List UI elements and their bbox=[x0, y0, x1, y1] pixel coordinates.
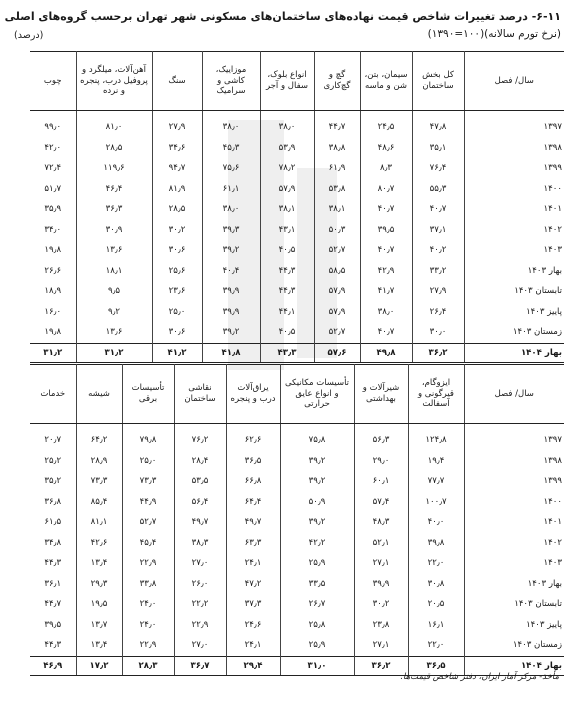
column-header: یراق‌آلات درب و پنجره bbox=[226, 365, 280, 424]
table-cell: ۴۴٫۳ bbox=[260, 281, 314, 302]
table-cell: ۲۸٫۵ bbox=[76, 138, 152, 159]
table-cell: ۵۳٫۸ bbox=[314, 179, 360, 200]
table-cell: ۳۰٫۶ bbox=[152, 240, 202, 261]
price-change-table-materials bbox=[30, 51, 564, 363]
row-label: ۱۴۰۳ bbox=[464, 240, 564, 261]
table-cell: ۳۴٫۰ bbox=[44, 224, 62, 235]
table-cell: ۵۷٫۹ bbox=[314, 281, 360, 302]
table-cell: ۵۲٫۷ bbox=[314, 322, 360, 343]
table-cell: ۲۲٫۰ bbox=[408, 635, 464, 656]
table-cell: ۲۹٫۳ bbox=[76, 574, 122, 595]
table-cell: ۵۲٫۷ bbox=[314, 240, 360, 261]
unit-label: (درصد) bbox=[14, 30, 44, 41]
table-cell: ۹۴٫۷ bbox=[152, 158, 202, 179]
row-label: ۱۴۰۱ bbox=[464, 199, 564, 220]
column-header: موزاییک، کاشی و سرامیک bbox=[202, 52, 260, 111]
table-cell: ۲۲٫۲ bbox=[174, 594, 226, 615]
table-cell: ۲۳٫۶ bbox=[152, 281, 202, 302]
table-row bbox=[30, 261, 564, 282]
table-cell: ۱۱۹٫۶ bbox=[76, 158, 152, 179]
table-cell: ۲۷٫۹ bbox=[152, 111, 202, 138]
table-cell: ۱۳٫۶ bbox=[76, 322, 152, 343]
table-cell: ۵۷٫۶ bbox=[314, 343, 360, 362]
column-header: سیمان، بتن، شن و ماسه bbox=[360, 52, 412, 111]
table-cell: ۷۳٫۳ bbox=[76, 471, 122, 492]
table-cell: ۳۹٫۸ bbox=[408, 533, 464, 554]
table-cell: ۴۱٫۷ bbox=[360, 281, 412, 302]
table-title: ۶-۱۱- درصد تغییرات شاخص قیمت نهاده‌های ساختمان‌های مسکونی شهر تهران برحسب گروه‌های اصلی bbox=[4, 10, 561, 23]
column-header-period: سال/ فصل bbox=[464, 52, 564, 111]
table-cell: ۳۰٫۹ bbox=[76, 220, 152, 241]
table-cell: ۴۵٫۴ bbox=[122, 533, 174, 554]
table-cell: ۲۷٫۰ bbox=[174, 553, 226, 574]
table-cell: ۳۸٫۰ bbox=[360, 302, 412, 323]
table-cell: ۸۱٫۱ bbox=[76, 512, 122, 533]
table-cell: ۴۹٫۷ bbox=[226, 512, 280, 533]
table-cell: ۴۹٫۷ bbox=[174, 512, 226, 533]
table-cell: ۴۶٫۹ bbox=[30, 656, 76, 675]
table-cell: ۳۵٫۲ bbox=[44, 476, 62, 487]
table-cell: ۲۸٫۴ bbox=[174, 451, 226, 472]
table-cell: ۳۷٫۳ bbox=[226, 594, 280, 615]
table-cell: ۴۰٫۷ bbox=[360, 240, 412, 261]
table-cell: ۳۹٫۹ bbox=[202, 302, 260, 323]
table-cell: ۲۴٫۱ bbox=[226, 635, 280, 656]
table-header-row bbox=[30, 52, 564, 111]
table-cell: ۵۷٫۹ bbox=[314, 302, 360, 323]
table-cell: ۲۵٫۹ bbox=[280, 553, 354, 574]
table-cell: ۳۰٫۰ bbox=[412, 322, 464, 343]
table-cell: ۴۰٫۷ bbox=[360, 322, 412, 343]
table-cell: ۷۵٫۸ bbox=[280, 424, 354, 451]
table-cell: ۷۶٫۲ bbox=[174, 424, 226, 451]
table-cell: ۳۳٫۸ bbox=[122, 574, 174, 595]
row-label: بهار ۱۴۰۴ bbox=[464, 656, 564, 675]
table-cell: ۳۱٫۰ bbox=[280, 656, 354, 675]
table-cell: ۳۶٫۵ bbox=[408, 656, 464, 675]
table-cell: ۳۳٫۲ bbox=[412, 261, 464, 282]
table-cell: ۳۵٫۹ bbox=[44, 204, 62, 215]
table-cell: ۱۹٫۵ bbox=[76, 594, 122, 615]
table-cell: ۷۲٫۴ bbox=[44, 163, 62, 174]
table-cell: ۱۳٫۶ bbox=[76, 240, 152, 261]
table-cell: ۲۶٫۷ bbox=[280, 594, 354, 615]
table-cell: ۳۵٫۱ bbox=[412, 138, 464, 159]
table-cell: ۵۲٫۷ bbox=[122, 512, 174, 533]
table-cell: ۷۵٫۶ bbox=[202, 158, 260, 179]
table-cell: ۳۰٫۸ bbox=[408, 574, 464, 595]
table-row bbox=[30, 302, 564, 323]
table-cell: ۲۶٫۶ bbox=[44, 265, 62, 276]
table-cell: ۲۵٫۲ bbox=[44, 455, 62, 466]
table-row bbox=[30, 220, 564, 241]
table-cell: ۲۷٫۱ bbox=[354, 635, 408, 656]
table-cell: ۸۱٫۹ bbox=[152, 179, 202, 200]
table-cell: ۳۰٫۲ bbox=[354, 594, 408, 615]
column-header: آهن‌آلات، میلگرد و پروفیل درب، پنجره و نرده bbox=[76, 52, 152, 111]
table-cell: ۷۳٫۳ bbox=[122, 471, 174, 492]
table-cell: ۴۴٫۳ bbox=[260, 261, 314, 282]
table-cell: ۳۸٫۳ bbox=[174, 533, 226, 554]
table-cell: ۳۰٫۲ bbox=[152, 220, 202, 241]
table-cell: ۲۵٫۰ bbox=[122, 451, 174, 472]
table-cell: ۳۶٫۷ bbox=[174, 656, 226, 675]
table-cell: ۲۲٫۹ bbox=[122, 553, 174, 574]
table-cell: ۳۶٫۳ bbox=[76, 199, 152, 220]
table-cell: ۳۶٫۵ bbox=[226, 451, 280, 472]
table-cell: ۲۵٫۶ bbox=[152, 261, 202, 282]
table-cell: ۳۸٫۸ bbox=[314, 138, 360, 159]
table-cell: ۲۲٫۰ bbox=[408, 553, 464, 574]
table-cell: ۲۷٫۹ bbox=[412, 281, 464, 302]
table-cell: ۴۲٫۹ bbox=[360, 261, 412, 282]
table-cell: ۴۴٫۹ bbox=[122, 492, 174, 513]
table-row bbox=[30, 199, 564, 220]
table-cell: ۲۴٫۰ bbox=[122, 615, 174, 636]
row-label: ۱۳۹۹ bbox=[464, 471, 564, 492]
table-row bbox=[30, 322, 564, 343]
row-label: ۱۴۰۲ bbox=[464, 220, 564, 241]
table-row bbox=[30, 635, 564, 656]
price-change-table-installations bbox=[30, 364, 564, 676]
table-cell: ۴۴٫۷ bbox=[314, 111, 360, 138]
column-header: نقاشی ساختمان bbox=[174, 365, 226, 424]
table-row bbox=[30, 492, 564, 513]
table-cell: ۳۱٫۲ bbox=[76, 343, 152, 362]
row-label: بهار ۱۴۰۴ bbox=[464, 343, 564, 362]
table-cell: ۱۶٫۱ bbox=[408, 615, 464, 636]
table-cell: ۳۴٫۶ bbox=[152, 138, 202, 159]
table-cell: ۶۳٫۳ bbox=[226, 533, 280, 554]
table-cell: ۵۰٫۳ bbox=[314, 220, 360, 241]
table-cell: ۲۳٫۸ bbox=[354, 615, 408, 636]
table-header-row bbox=[30, 365, 564, 424]
table-cell: ۲۹٫۴ bbox=[226, 656, 280, 675]
table-cell: ۲۴٫۰ bbox=[122, 594, 174, 615]
column-header: ایزوگام، قیرگونی و آسفالت bbox=[408, 365, 464, 424]
table-cell: ۵۳٫۵ bbox=[174, 471, 226, 492]
table-cell: ۵۶٫۳ bbox=[354, 424, 408, 451]
table-cell: ۳۶٫۲ bbox=[354, 656, 408, 675]
column-header-period: سال/ فصل bbox=[464, 365, 564, 424]
table-cell: ۲۰٫۵ bbox=[408, 594, 464, 615]
table-cell: ۴۹٫۸ bbox=[360, 343, 412, 362]
table-cell: ۸۰٫۷ bbox=[360, 179, 412, 200]
table-cell: ۶۴٫۲ bbox=[76, 424, 122, 451]
table-cell: ۴۱٫۲ bbox=[152, 343, 202, 362]
table-cell: ۴۴٫۳ bbox=[44, 558, 62, 569]
table-cell: ۱۲۴٫۸ bbox=[408, 424, 464, 451]
table-cell: ۹٫۲ bbox=[76, 302, 152, 323]
table-cell: ۳۳٫۵ bbox=[280, 574, 354, 595]
table-row bbox=[30, 615, 564, 636]
table-row bbox=[30, 179, 564, 200]
table-row bbox=[30, 512, 564, 533]
row-label: ۱۳۹۷ bbox=[464, 111, 564, 138]
table-cell: ۷۸٫۲ bbox=[260, 158, 314, 179]
table-cell: ۲۲٫۹ bbox=[174, 615, 226, 636]
table-cell: ۲۴٫۶ bbox=[226, 615, 280, 636]
row-label: تابستان ۱۴۰۳ bbox=[464, 594, 564, 615]
table-cell: ۶۶٫۸ bbox=[226, 471, 280, 492]
table-cell: ۷۶٫۴ bbox=[412, 158, 464, 179]
table-cell: ۳۴٫۸ bbox=[44, 537, 62, 548]
table-cell: ۲۶٫۴ bbox=[412, 302, 464, 323]
table-cell: ۲۷٫۱ bbox=[354, 553, 408, 574]
table-cell: ۴۸٫۶ bbox=[360, 138, 412, 159]
table-cell: ۶۴٫۴ bbox=[226, 492, 280, 513]
table-cell: ۱۹٫۸ bbox=[44, 327, 62, 338]
row-label: زمستان ۱۴۰۳ bbox=[464, 635, 564, 656]
table-cell: ۵۸٫۵ bbox=[314, 261, 360, 282]
table-cell: ۴۰٫۴ bbox=[202, 261, 260, 282]
table-cell: ۵۵٫۳ bbox=[412, 179, 464, 200]
table-cell: ۴۲٫۰ bbox=[44, 142, 62, 153]
column-header: خدمات bbox=[30, 365, 76, 424]
table-cell: ۲۹٫۰ bbox=[354, 451, 408, 472]
row-label: پاییز ۱۴۰۳ bbox=[464, 302, 564, 323]
table-cell: ۲۶٫۰ bbox=[174, 574, 226, 595]
table-cell: ۲۵٫۰ bbox=[152, 302, 202, 323]
table-cell: ۷۹٫۸ bbox=[122, 424, 174, 451]
table-row bbox=[30, 574, 564, 595]
table-row bbox=[30, 471, 564, 492]
table-cell: ۲۲٫۹ bbox=[122, 635, 174, 656]
row-label: ۱۴۰۲ bbox=[464, 533, 564, 554]
table-cell: ۷۷٫۷ bbox=[408, 471, 464, 492]
table-cell: ۳۹٫۲ bbox=[280, 471, 354, 492]
table-cell: ۳۹٫۹ bbox=[202, 281, 260, 302]
table-cell: ۴۶٫۴ bbox=[76, 179, 152, 200]
table-cell: ۵۰٫۹ bbox=[280, 492, 354, 513]
table-cell: ۴۰٫۲ bbox=[412, 240, 464, 261]
table-cell: ۸۱٫۰ bbox=[76, 111, 152, 138]
table-cell: ۴۲٫۶ bbox=[76, 533, 122, 554]
table-cell: ۸۵٫۴ bbox=[76, 492, 122, 513]
table-row bbox=[30, 111, 564, 138]
column-header: سنگ bbox=[152, 52, 202, 111]
table-cell: ۶۱٫۱ bbox=[202, 179, 260, 200]
table-cell: ۴۷٫۲ bbox=[226, 574, 280, 595]
table-row bbox=[30, 553, 564, 574]
table-cell: ۴۴٫۳ bbox=[44, 640, 62, 651]
table-cell: ۴۳٫۱ bbox=[260, 220, 314, 241]
table-cell: ۵۱٫۷ bbox=[44, 183, 62, 194]
table-cell: ۳۶٫۲ bbox=[412, 343, 464, 362]
table-cell: ۴۰٫۷ bbox=[360, 199, 412, 220]
table-cell: ۵۳٫۹ bbox=[260, 138, 314, 159]
row-label: ۱۳۹۷ bbox=[464, 424, 564, 451]
table-cell: ۸٫۳ bbox=[360, 158, 412, 179]
table-cell: ۴۳٫۳ bbox=[260, 343, 314, 362]
table-cell: ۴۴٫۷ bbox=[44, 599, 62, 610]
table-cell: ۵۲٫۱ bbox=[354, 533, 408, 554]
table-cell: ۴۴٫۱ bbox=[260, 302, 314, 323]
table-cell: ۳۶٫۱ bbox=[44, 578, 62, 589]
table-cell: ۳۹٫۲ bbox=[202, 240, 260, 261]
table-row bbox=[30, 158, 564, 179]
table-cell: ۵۶٫۴ bbox=[174, 492, 226, 513]
table-row bbox=[30, 240, 564, 261]
table-cell: ۱۳٫۷ bbox=[76, 615, 122, 636]
table-cell: ۱۷٫۲ bbox=[76, 656, 122, 675]
column-header: تأسیسات برقی bbox=[122, 365, 174, 424]
table-cell: ۶۰٫۱ bbox=[354, 471, 408, 492]
column-header: شیشه bbox=[76, 365, 122, 424]
table-cell: ۴۸٫۳ bbox=[354, 512, 408, 533]
source-note: مأخذ- مرکز آمار ایران، دفتر شاخص قیمت‌ها. bbox=[400, 672, 559, 682]
row-label: تابستان ۱۴۰۳ bbox=[464, 281, 564, 302]
table-cell: ۹٫۵ bbox=[76, 281, 152, 302]
table-total-row bbox=[30, 343, 564, 362]
table-cell: ۴۰٫۰ bbox=[408, 512, 464, 533]
row-label: پاییز ۱۴۰۳ bbox=[464, 615, 564, 636]
table-cell: ۲۵٫۹ bbox=[280, 635, 354, 656]
table-cell: ۳۹٫۲ bbox=[280, 451, 354, 472]
table-cell: ۳۰٫۶ bbox=[152, 322, 202, 343]
row-label: ۱۳۹۸ bbox=[464, 138, 564, 159]
table-cell: ۱۳٫۴ bbox=[76, 553, 122, 574]
column-header: گچ و گچ‌کاری bbox=[314, 52, 360, 111]
table-cell: ۳۹٫۳ bbox=[202, 220, 260, 241]
column-header: شیرآلات و بهداشتی bbox=[354, 365, 408, 424]
table-cell: ۴۰٫۵ bbox=[260, 240, 314, 261]
table-row bbox=[30, 281, 564, 302]
table-cell: ۲۴٫۱ bbox=[226, 553, 280, 574]
row-label: ۱۴۰۳ bbox=[464, 553, 564, 574]
row-label: بهار ۱۴۰۳ bbox=[464, 261, 564, 282]
table-cell: ۶۲٫۶ bbox=[226, 424, 280, 451]
table-cell: ۵۷٫۴ bbox=[354, 492, 408, 513]
row-label: زمستان ۱۴۰۳ bbox=[464, 322, 564, 343]
table-cell: ۱۹٫۸ bbox=[44, 245, 62, 256]
table-cell: ۳۸٫۰ bbox=[202, 111, 260, 138]
table-cell: ۱۳٫۴ bbox=[76, 635, 122, 656]
table-cell: ۲۸٫۳ bbox=[122, 656, 174, 675]
column-header: انواع بلوک، سفال و آجر bbox=[260, 52, 314, 111]
table-cell: ۱۹٫۴ bbox=[408, 451, 464, 472]
table-cell: ۶۱٫۹ bbox=[314, 158, 360, 179]
table-cell: ۲۸٫۵ bbox=[152, 199, 202, 220]
table-cell: ۵۷٫۹ bbox=[260, 179, 314, 200]
table-cell: ۳۱٫۲ bbox=[30, 343, 76, 362]
row-label: ۱۳۹۸ bbox=[464, 451, 564, 472]
column-header: تأسیسات مکانیکی و انواع عایق حرارتی bbox=[280, 365, 354, 424]
table-row bbox=[30, 424, 564, 451]
table-cell: ۳۹٫۵ bbox=[360, 220, 412, 241]
table-cell: ۴۰٫۵ bbox=[260, 322, 314, 343]
table-cell: ۳۸٫۰ bbox=[202, 199, 260, 220]
table-cell: ۱۰۰٫۷ bbox=[408, 492, 464, 513]
table-cell: ۳۸٫۱ bbox=[314, 199, 360, 220]
table-row bbox=[30, 533, 564, 554]
table-row bbox=[30, 138, 564, 159]
table-cell: ۲۰٫۷ bbox=[44, 435, 62, 446]
table-cell: ۳۷٫۱ bbox=[412, 220, 464, 241]
table-cell: ۹۹٫۰ bbox=[44, 122, 62, 133]
table-cell: ۱۸٫۹ bbox=[44, 286, 62, 297]
table-cell: ۳۸٫۱ bbox=[260, 199, 314, 220]
table-cell: ۱۸٫۱ bbox=[76, 261, 152, 282]
table-cell: ۶۱٫۵ bbox=[44, 517, 62, 528]
table-cell: ۴۱٫۸ bbox=[202, 343, 260, 362]
row-label: ۱۴۰۰ bbox=[464, 492, 564, 513]
table-cell: ۲۵٫۸ bbox=[280, 615, 354, 636]
row-label: ۱۴۰۰ bbox=[464, 179, 564, 200]
table-cell: ۲۴٫۵ bbox=[360, 111, 412, 138]
row-label: ۱۳۹۹ bbox=[464, 158, 564, 179]
table-cell: ۴۰٫۷ bbox=[412, 199, 464, 220]
table-cell: ۲۷٫۰ bbox=[174, 635, 226, 656]
table-cell: ۳۶٫۸ bbox=[44, 496, 62, 507]
table-subtitle: (نرخ تورم سالانه)(۱۰۰=۱۳۹۰) bbox=[427, 28, 561, 40]
table-cell: ۳۹٫۹ bbox=[354, 574, 408, 595]
table-row bbox=[30, 451, 564, 472]
table-cell: ۳۹٫۲ bbox=[280, 512, 354, 533]
column-header: چوب bbox=[30, 52, 76, 111]
table-cell: ۴۷٫۸ bbox=[412, 111, 464, 138]
table-row bbox=[30, 594, 564, 615]
table-cell: ۴۵٫۳ bbox=[202, 138, 260, 159]
table-cell: ۳۹٫۵ bbox=[44, 619, 62, 630]
table-cell: ۲۸٫۹ bbox=[76, 451, 122, 472]
table-cell: ۴۲٫۲ bbox=[280, 533, 354, 554]
table-cell: ۱۶٫۰ bbox=[44, 306, 62, 317]
row-label: بهار ۱۴۰۳ bbox=[464, 574, 564, 595]
table-cell: ۳۸٫۰ bbox=[260, 111, 314, 138]
column-header: کل بخش ساختمان bbox=[412, 52, 464, 111]
row-label: ۱۴۰۱ bbox=[464, 512, 564, 533]
table-cell: ۳۹٫۲ bbox=[202, 322, 260, 343]
